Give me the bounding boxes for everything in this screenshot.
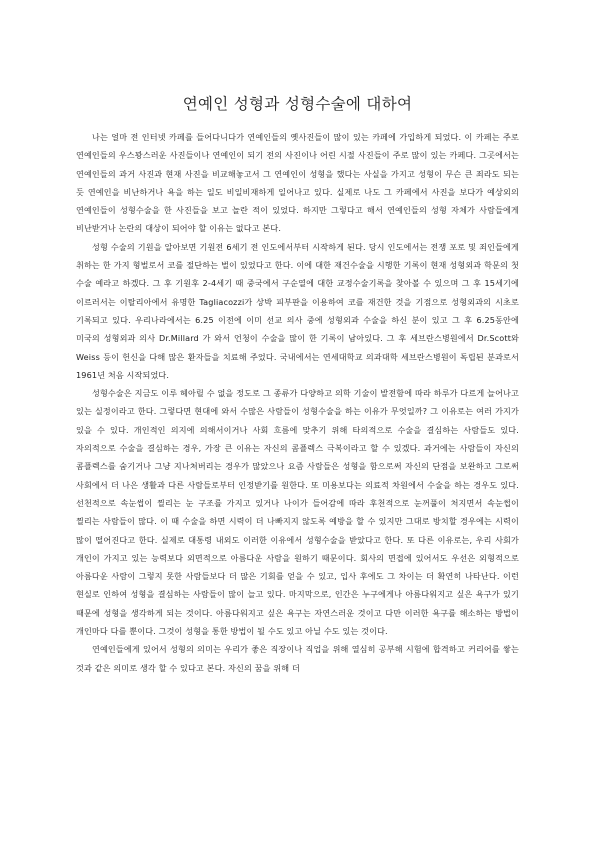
paragraph-history: 성형 수술의 기원을 알아보면 기원전 6세기 전 인도에서부터 시작하게 된다. 당시 인도에서는 전쟁 포로 및 죄인들에게 취하는 한 가지 형벌로서 코를 절단하는 벌이 있었다고 한다. 이에 대한 재건수술을 시행한 기록이 현재 성형외과 학문의 첫 수술 예라고 하겠다. 그 후 기원후 2-4세기 때 중국에서 구순열에 대한 교정수술기록을 찾아볼 수 있으며 그 후 15세기에 이르러서는 이탈리아에서 유명한 Tagliacozzi가 상박 피부판을 이용하여 코를 재건한 것을 기점으로 성형외과의 시초로 기록되고 있다. 우리나라에서는 6.25 이전에 이미 선교 의사 중에 성형외과 수술을 하신 분이 있고 그 후 6.25동안에 미국의 성형외과 의사 Dr.Millard 가 와서 언청이 수술을 많이 한 기록이 남아있다. 그 후 세브란스병원에서 Dr.Scott와 Weiss 등이 헌신을 다해 많은 환자들을 치료해 주었다. 국내에서는 연세대학교 의과대학 세브란스병원이 독립된 분과로서 1961년 처음 시작되었다.: [76, 241, 519, 380]
document-title: 연예인 성형과 성형수술에 대하여: [182, 95, 413, 113]
document-body: [76, 128, 519, 677]
paragraph-reasons: 성형수술은 지금도 이루 헤아릴 수 없을 정도로 그 종류가 다양하고 의학 기술이 발전함에 따라 하루가 다르게 늘어나고 있는 실정이라고 한다. 그렇다면 현대에 와서 수많은 사람들이 성형수술을 하는 이유가 무엇일까? 그 이유로는 여러 가지가 있을 수 있다. 개인적인 의지에 의해서이거나 사회 흐름에 맞추기 위해 타의적으로 수술을 결심하는 사람들도 있다. 자의적으로 수술을 결심하는 경우, 가장 큰 이유는 자신의 콤플렉스 극복이라고 할 수 있겠다. 과거에는 사람들이 자신의 콤플렉스를 숨기거나 그냥 지나쳐버리는 경우가 많았으나 요즘 사람들은 성형을 함으로써 자신의 단점을 보완하고 그로써 사회에서 더 나은 생활과 다른 사람들로부터 인정받기를 원한다. 또 미용보다는 의료적 차원에서 수술을 하는 경우도 있다. 선천적으로 속눈썹이 찔리는 눈 구조를 가지고 있거나 나이가 들어감에 따라 후천적으로 눈꺼풀이 처지면서 속눈썹이 찔리는 사람들이 많다. 이 때 수술을 하면 시력이 더 나빠지지 않도록 예방을 할 수 있지만 그대로 방치할 경우에는 시력이 많이 떨어진다고 한다. 실제로 대통령 내외도 이러한 이유에서 성형수술을 받았다고 한다. 또 다른 이유로는, 우리 사회가 개인이 가지고 있는 능력보다 외면적으로 아름다운 사람을 원하기 때문이다. 회사의 면접에 있어서도 우선은 외형적으로 아름다운 사람이 그렇지 못한 사람들보다 더 많은 기회를 얻을 수 있고, 입사 후에도 그 차이는 더 확연히 나타난다. 이런 현실로 인하여 성형을 결심하는 사람들이 많이 늘고 있다. 마지막으로, 인간은 누구에게나 아름다워지고 싶은 욕구가 있기 때문에 성형을 생각하게 되는 것이다. 아름다워지고 싶은 욕구는 자연스러운 것이고 다만 이러한 욕구를 해소하는 방법이 개인마다 다를 뿐이다. 그것이 성형을 통한 방법이 될 수도 있고 아닐 수도 있는 것이다.: [76, 388, 519, 637]
paragraph-intro: 나는 얼마 전 인터넷 카페를 들어다니다가 연예인들의 옛사진들이 많이 있는 카페에 가입하게 되었다. 이 카페는 주로 연예인들의 우스꽝스러운 사진들이나 연예인이 되기 전의 사진이나 어린 시절 사진들이 주로 많이 있는 카페다. 그곳에서는 연예인들의 과거 사진과 현재 사진을 비교해놓고서 그 연예인이 성형을 했다는 사실을 가지고 성형이 무슨 큰 죄라도 되는 듯 연예인을 비난하거나 욕을 하는 일도 비일비재하게 일어나고 있다. 실제로 나도 그 카페에서 사진을 보다가 예상외의 연예인들이 성형수술을 한 사진들을 보고 놀란 적이 있었다. 하지만 그렇다고 해서 연예인들의 성형 자체가 사람들에게 비난받거나 논란의 대상이 되어야 할 이유는 없다고 본다.: [76, 132, 519, 234]
paragraph-celebrities: 연예인들에게 있어서 성형의 의미는 우리가 좋은 직장이나 직업을 위해 열심히 공부해 시험에 합격하고 커리어를 쌓는 것과 같은 의미로 생각 할 수 있다고 본다. 자신의 꿈을 위해 더: [76, 644, 519, 673]
